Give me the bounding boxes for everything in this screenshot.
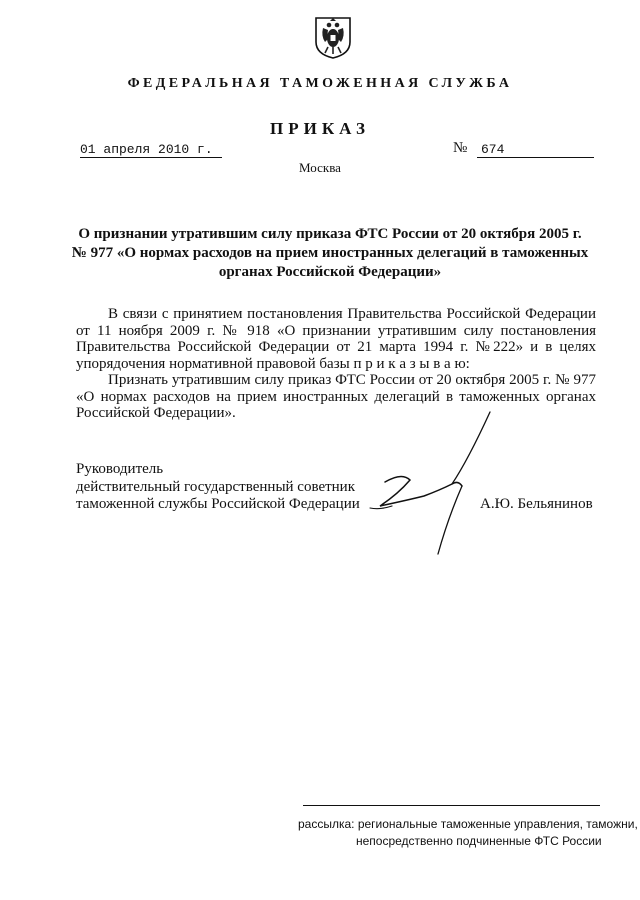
coat-of-arms-icon — [313, 14, 353, 60]
handwritten-signature — [350, 410, 520, 560]
order-body — [76, 306, 596, 422]
signatory-name: А.Ю. Бельянинов — [480, 496, 593, 512]
signatory-line-1: Руководитель — [76, 461, 164, 477]
order-title: О признании утратившим силу приказа ФТС России от 20 октября 2005 г. № 977 «О нормах расходов на прием иностранных делегаций в таможенных органах Российской Федерации» — [71, 226, 589, 280]
order-date: 01 апреля 2010 г. — [80, 142, 222, 158]
document-type: ПРИКАЗ — [270, 119, 370, 138]
signatory-line-3: таможенной службы Российской Федерации — [76, 496, 360, 512]
distribution-note — [298, 816, 638, 850]
signatory-title — [76, 461, 360, 514]
order-number: 674 — [477, 142, 594, 158]
issue-city: Москва — [299, 160, 341, 175]
signatory-line-2: действительный государственный советник — [76, 478, 356, 495]
number-sign: № — [453, 140, 468, 156]
distribution-line-1: рассылка: региональные таможенные управления, таможни, — [298, 817, 638, 831]
body-paragraph-1: В связи с принятием постановления Правительства Российской Федерации от 11 ноября 2009 г. № 918 «О признании утратившим силу постановления Правительства Российской Федерации от 21 марта 1994 г. №222» и в целях упорядочения нормативной правовой базы п р и к а з ы в а ю: — [76, 306, 596, 372]
agency-name: ФЕДЕРАЛЬНАЯ ТАМОЖЕННАЯ СЛУЖБА — [127, 76, 513, 91]
body-paragraph-2: Признать утратившим силу приказ ФТС России от 20 октября 2005 г. № 977 «О нормах расходов на прием иностранных делегаций в таможенных органах Российской Федерации». — [76, 372, 596, 421]
footer-divider — [303, 805, 600, 806]
distribution-line-2: непосредственно подчиненные ФТС России — [356, 834, 602, 848]
